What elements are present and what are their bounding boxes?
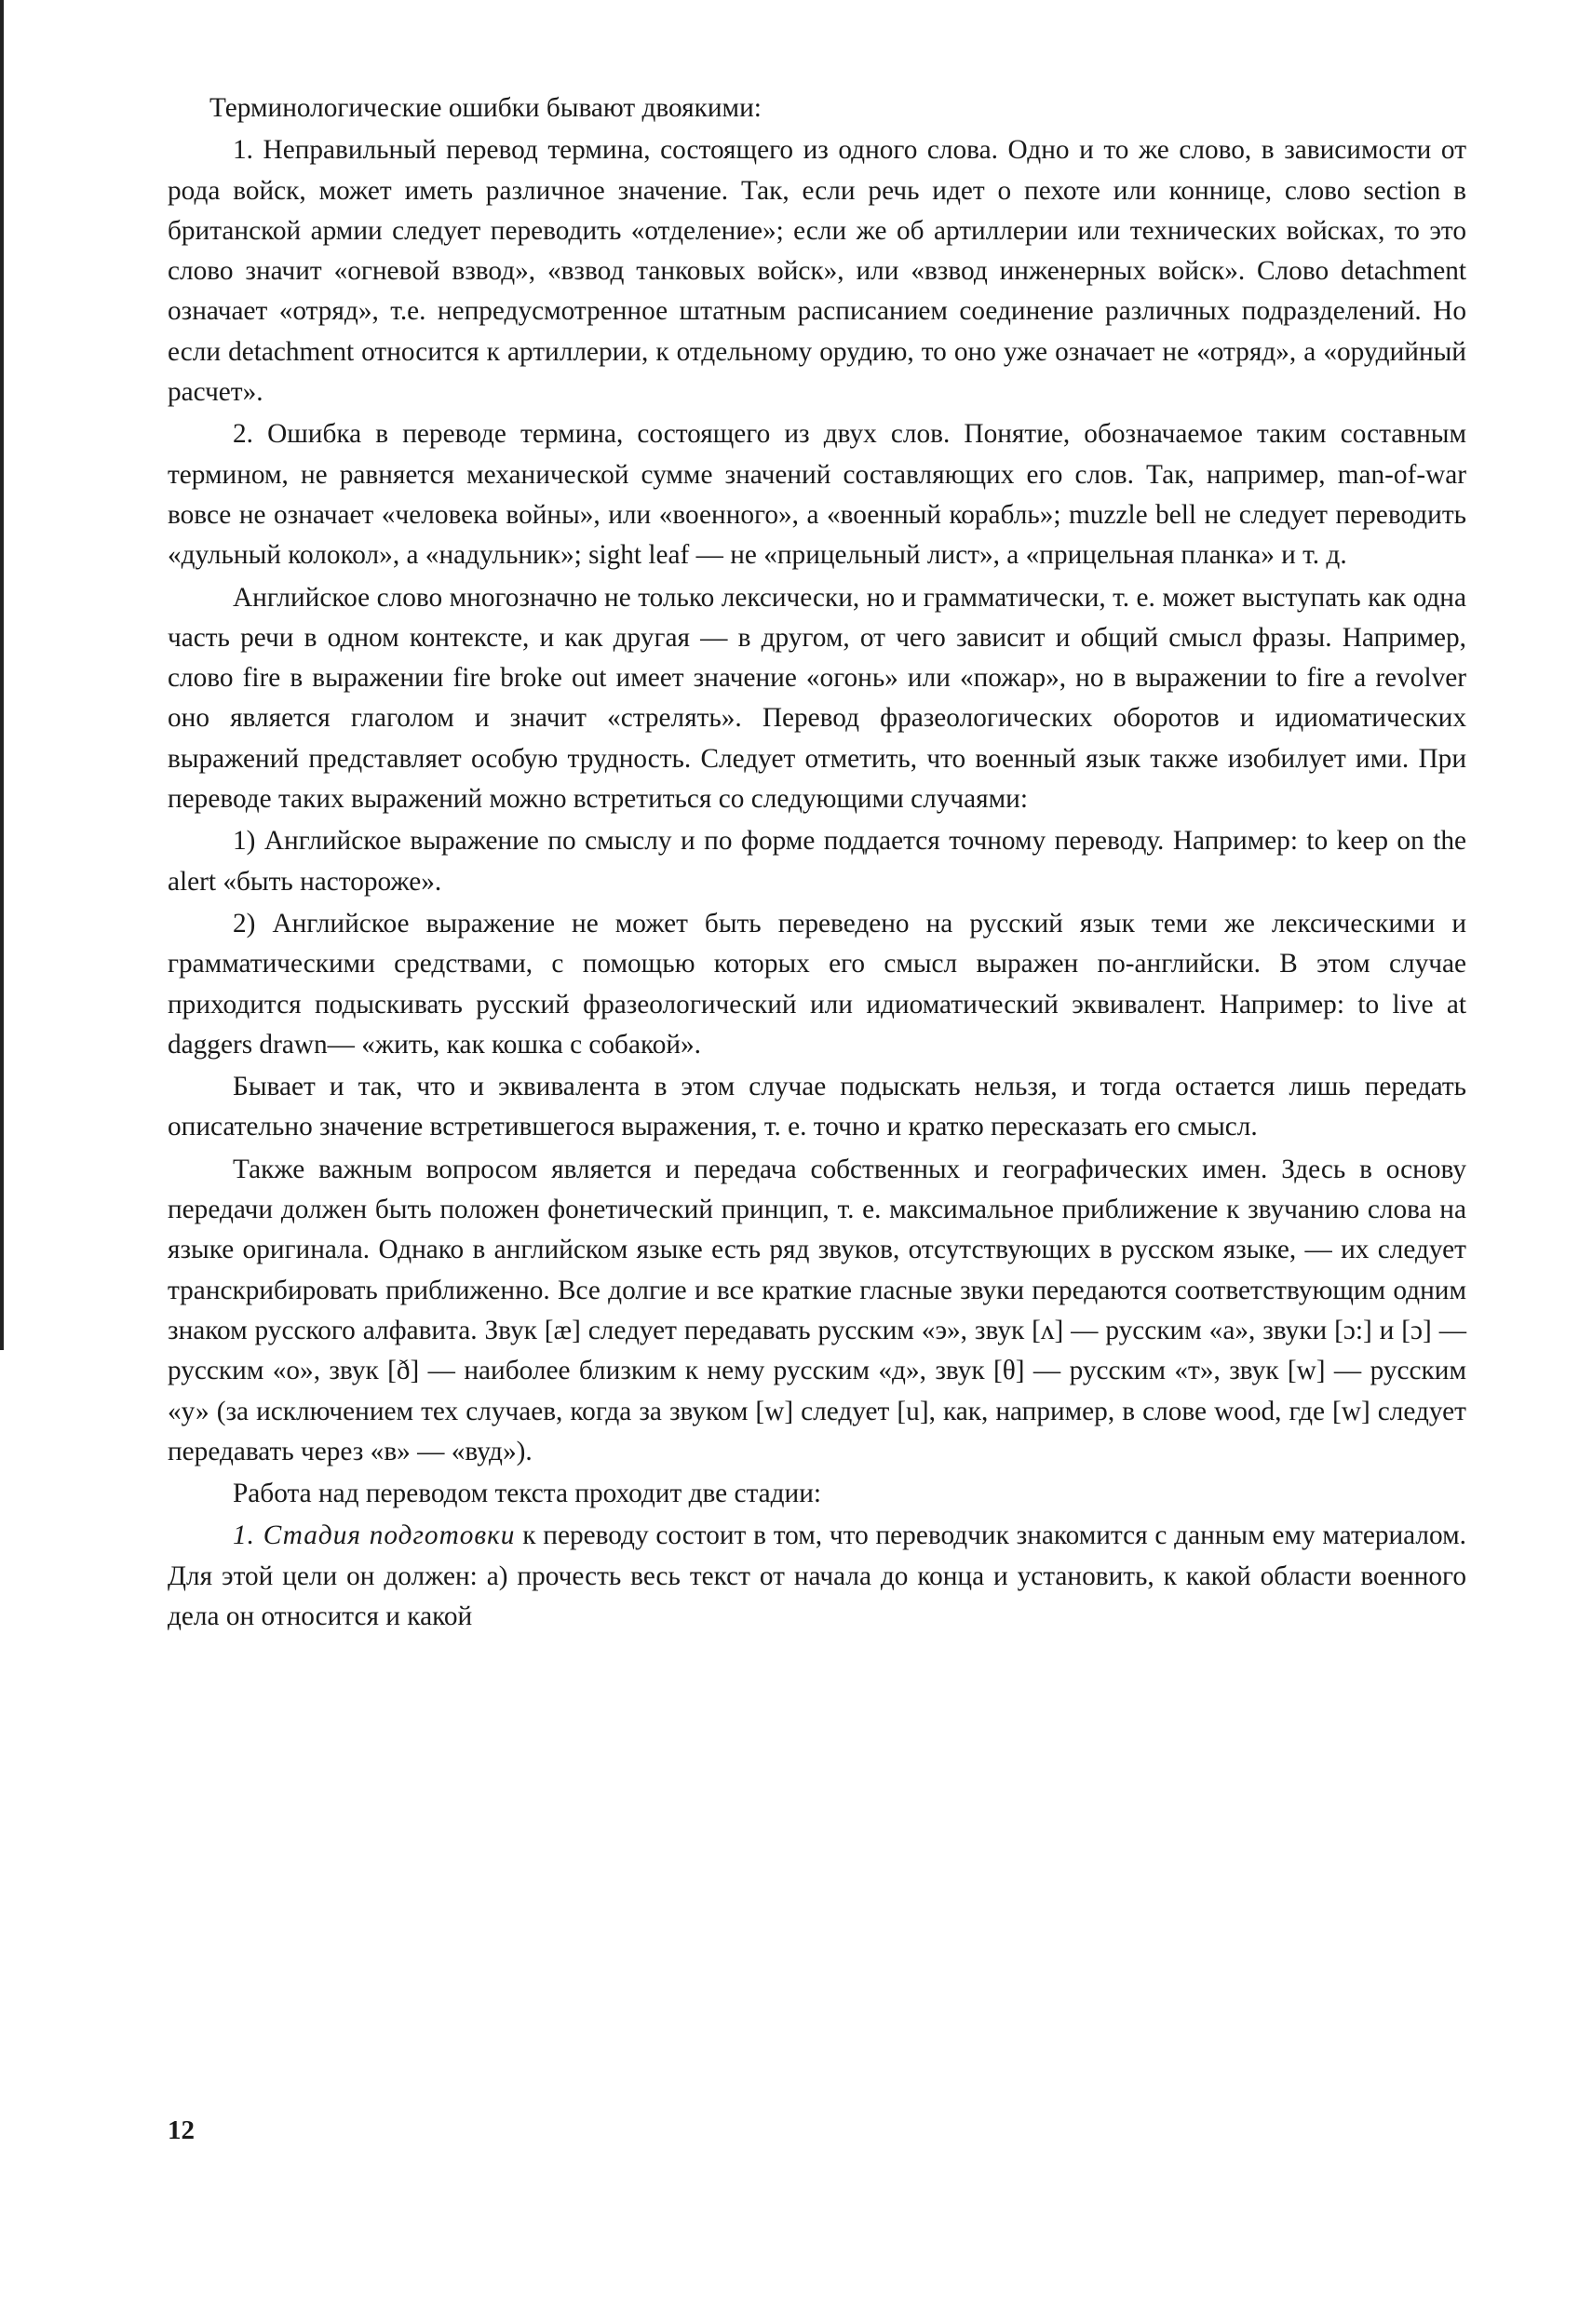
error-type-2-paragraph: 2. Ошибка в переводе термина, состоящего из двух слов. Понятие, обозначаемое таким составным термином, не равняется механической сумме значений составляющих его слов. Так, например, man-of-war вовсе не означает «человека войны», или «военного», а «военный корабль»; muzzle bell не следует переводить «дульный колокол», а «надульник»; sight leaf — не «прицельный лист», а «прицельная планка» и т. д. [168,419,1466,571]
stage-1-paragraph [168,1516,1466,1637]
descriptive-paragraph: Бывает и так, что и эквивалента в этом случае подыскать нельзя, и тогда остается лишь передать описательно значение встретившегося выражения, т. е. точно и кратко пересказать его смысл. [168,1072,1466,1142]
page-body [168,88,1466,1639]
proper-names-paragraph: Также важным вопросом является и передача собственных и географических имен. Здесь в основу передачи должен быть положен фонетический принцип, т. е. максимальное приближение к звучанию слова на языке оригинала. Однако в английском языке есть ряд звуков, отсутствующих в русском языке, — их следует транскрибировать приближенно. Все долгие и все краткие гласные звуки передаются соответствующим одним знаком русского алфавита. Звук [æ] следует передавать русским «э», звук [ʌ] — русским «а», звуки [ɔ:] и [ɔ] — русским «о», звук [ð] — наиболее близким к нему русским «д», звук [θ] — русским «т», звук [w] — русским «у» (за исключением тех случаев, когда за звуком [w] следует [u], как, например, в слове wood, где [w] следует передавать через «в» — «вуд»). [168,1154,1466,1466]
stage-1-text: к переводу состоит в том, что переводчик знакомится с данным ему материалом. Для этой цели он должен: а) прочесть весь текст от начала до конца и установить, к какой области военного дела он относится и какой [168,1520,1466,1631]
stages-intro-paragraph: Работа над переводом текста проходит две стадии: [233,1479,822,1509]
intro-paragraph: Терминологические ошибки бывают двоякими: [209,93,762,123]
case-2-paragraph: 2) Английское выражение не может быть переведено на русский язык теми же лексическими и грамматическими средствами, с помощью которых его смысл выражен по-английски. В этом случае приходится подыскивать русский фразеологический или идиоматический эквивалент. Например: to live at daggers drawn— «жить, как кошка с собакой». [168,908,1466,1060]
stage-1-label: 1. Стадия подготовки [233,1520,516,1551]
case-1-paragraph: 1) Английское выражение по смыслу и по форме поддается точному переводу. Например: to keep on the alert «быть настороже». [168,826,1466,897]
scan-edge-shadow [0,0,4,1350]
polysemy-paragraph: Английское слово многозначно не только лексически, но и грамматически, т. е. может выступать как одна часть речи в одном контексте, и как другая — в другом, от чего зависит и общий смысл фразы. Например, слово fire в выражении fire broke out имеет значение «огонь» или «пожар», но в выражении to fire a revolver оно является глаголом и значит «стрелять». Перевод фразеологических оборотов и идиоматических выражений представляет особую трудность. Следует отметить, что военный язык также изобилует ими. При переводе таких выражений можно встретиться со следующими случаями: [168,582,1466,815]
error-type-1-paragraph: 1. Неправильный перевод термина, состоящего из одного слова. Одно и то же слово, в зависимости от рода войск, может иметь различное значение. Так, если речь идет о пехоте или коннице, слово section в британской армии следует переводить «отделение»; если же об артиллерии или технических войсках, то это слово значит «огневой взвод», «взвод танковых войск», или «взвод инженерных войск». Слово detachment означает «отряд», т.е. непредусмотренное штатным расписанием соединение различных подразделений. Но если detachment относится к артиллерии, к отдельному орудию, то оно уже означает не «отряд», а «орудийный расчет». [168,135,1466,408]
page-number: 12 [168,2115,195,2145]
